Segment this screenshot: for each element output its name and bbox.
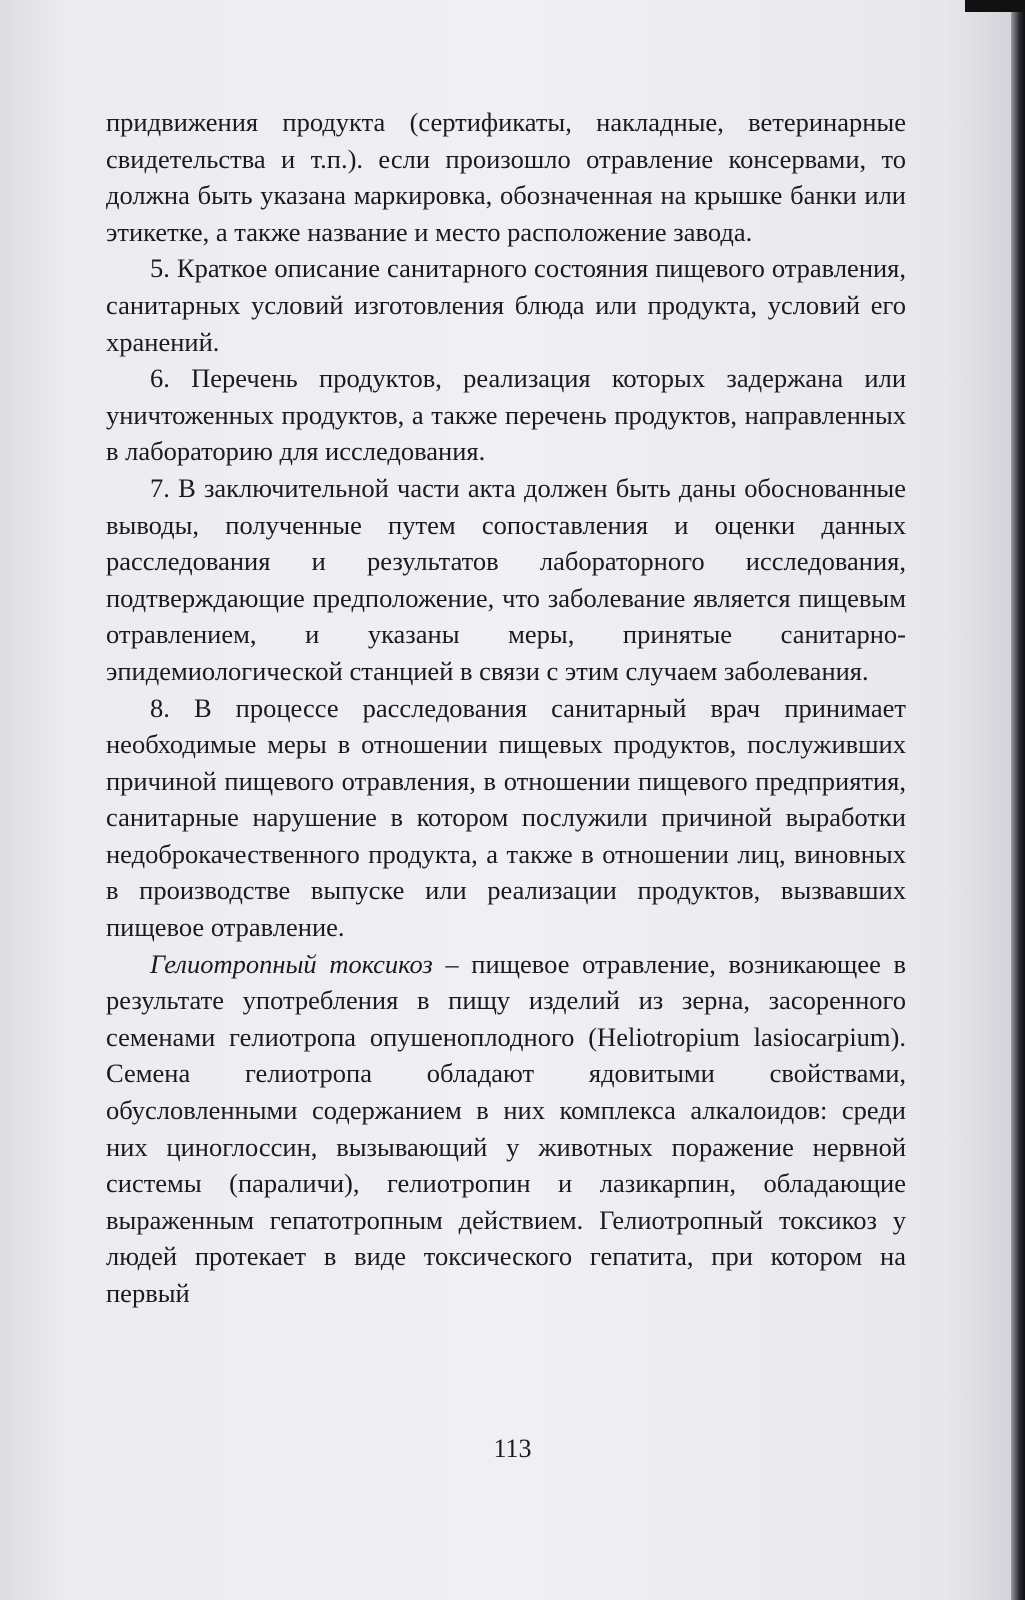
term-definition: – пищевое отравление, возникающее в результате употребления в пищу изделий из зерна, засоренного семенами гелиотропа опушеноплодного (Heliotropium lasiocarpium). Семена гелиотропа обладают ядовитыми свойствами, обусловленными содержанием в них комплекса алкалоидов: среди них циноглоссин, вызывающий у животных поражение нервной системы (параличи), гелиотропин и лазикарпин, обладающие выраженным гепатотропным действием. Гелиотропный токсикоз у людей протекает в виде токсического гепатита, при котором на первый [106,948,906,1308]
paragraph-heliotrope-toxicosis [106,946,906,1312]
body-text [106,104,906,1312]
paragraph-continuation: придвижения продукта (сертификаты, накладные, ветеринарные свидетельства и т.п.). если произошло отравление консервами, то должна быть указана маркировка, обозначенная на крышке банки или этикетке, а также название и место расположение завода. [106,107,906,247]
term-heliotrope-toxicosis: Гелиотропный токсикоз [150,948,433,979]
scan-corner-shadow [965,0,1025,12]
paragraph-item-5: 5. Краткое описание санитарного состояния пищевого отравления, санитарных условий изготовления блюда или продукта, условий его хранений. [106,253,906,357]
paragraph-item-6: 6. Перечень продуктов, реализация которых задержана или уничтоженных продуктов, а также перечень продуктов, направленных в лабораторию для исследования. [106,363,906,467]
paragraph-item-8: 8. В процессе расследования санитарный врач принимает необходимые меры в отношении пищевых продуктов, послуживших причиной пищевого отравления, в отношении пищевого предприятия, санитарные нарушение в котором послужили причиной выработки недоброкачественного продукта, а также в отношении лиц, виновных в производстве выпуске или реализации продуктов, вызвавших пищевое отравление. [106,692,906,943]
page-number: 113 [493,1434,532,1463]
page-binding-edge [1011,0,1025,1600]
paragraph-item-7: 7. В заключительной части акта должен быть даны обоснованные выводы, полученные путем сопоставления и оценки данных расследования и результатов лабораторного исследования, подтверждающие предположение, что заболевание является пищевым отравлением, и указаны меры, принятые санитарно-эпидемиологической станцией в связи с этим случаем заболевания. [106,472,906,686]
